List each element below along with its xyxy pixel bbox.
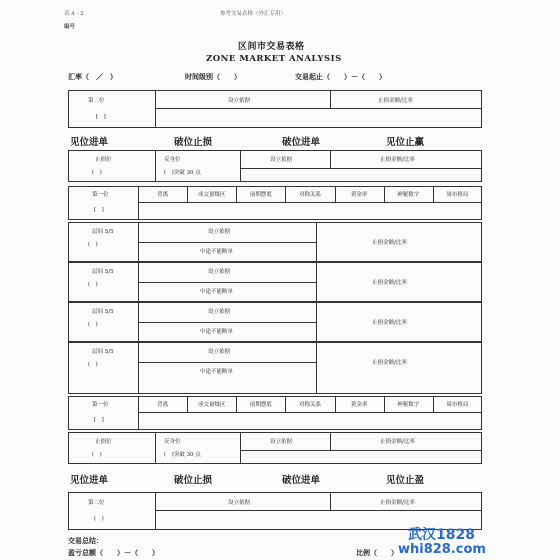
break-tp-1: 破位止损 [174, 137, 213, 148]
indicator-column-4: 黄金率 [350, 192, 368, 198]
setup-label: 设立依据 [228, 98, 251, 104]
zone-setup-1: 设立依据 [208, 269, 231, 275]
watermark-line1: 武汉1828 [408, 527, 475, 543]
indicator-column-5: 神秘数字 [397, 192, 420, 198]
form-header-title: 参考交易表格（外汇专用） [220, 11, 287, 17]
title-en: ZONE MARKET ANALYSIS [206, 54, 342, 64]
zone-tp-3: 止损金额/比率 [372, 360, 407, 366]
number-label: 编号 [64, 24, 76, 30]
second-pos-label: 第二位 [88, 98, 105, 104]
page-label: 表 4 - 2 [64, 11, 84, 17]
indicator-column-3: 对称关系 [298, 402, 321, 408]
final-pos-2: 见位止盈 [386, 475, 425, 486]
see-pos-in-2: 见位进单 [70, 475, 109, 486]
zone-no-break-3: 中途不能断单 [200, 369, 234, 375]
tp-ratio-label: 止损金额/比率 [378, 98, 413, 104]
summary-label: 交易总结： [68, 536, 103, 545]
indicator-column-6: 周市格局 [446, 192, 469, 198]
first-pos-label: 第一位 [92, 192, 109, 198]
see-pos-in-1: 见位进单 [70, 137, 109, 148]
title-cn: 区间市交易表格 [238, 42, 305, 52]
indicator-column-2: 前期摆底 [249, 192, 272, 198]
zone-no-break-1: 中途不能断单 [200, 289, 234, 295]
break-in-1: 破位进单 [282, 137, 321, 148]
zone-no-break-2: 中途不能断单 [200, 329, 234, 335]
rate-summary: 盈亏总额（ ）－（ ） [68, 548, 159, 557]
zone-setup-0: 设立依据 [208, 229, 231, 235]
indicator-column-3: 对称关系 [298, 192, 321, 198]
second-pos-bracket: [ ] [96, 114, 106, 120]
break-in-2: 破位进单 [282, 475, 321, 486]
reverse-pos-label: 反身位 [164, 157, 181, 163]
zone-tp-1: 止损金额/比率 [372, 280, 407, 286]
zone-tp-2: 止损金额/比率 [372, 320, 407, 326]
indicator-column-6: 周市格局 [446, 402, 469, 408]
zone-no-break-0: 中途不能断单 [200, 249, 234, 255]
indicator-column-1: 成交量级区 [197, 402, 226, 408]
zone-label-3: 层间 5/5 [92, 349, 114, 355]
trade-range-field: 交易起止（ ）－（ ） [295, 72, 386, 81]
zone-setup-2: 设立依据 [208, 309, 231, 315]
indicator-column-2: 前期摆底 [249, 402, 272, 408]
indicator-column-0: 背离 [157, 402, 169, 408]
indicator-column-4: 黄金率 [350, 402, 368, 408]
zone-label-0: 层间 5/5 [92, 229, 114, 235]
watermark-line2: whi828.com [398, 542, 486, 557]
zone-label-2: 层间 5/5 [92, 309, 114, 315]
break-30-label: ( )突破 30 点 [164, 170, 201, 176]
stop-pos-label: 止损位 [95, 157, 112, 163]
see-pos-tp-1: 见位止赢 [386, 137, 425, 148]
zone-label-1: 层间 5/5 [92, 269, 114, 275]
second-position-box [68, 90, 482, 128]
indicator-column-1: 成交量级区 [197, 192, 226, 198]
zone-setup-3: 设立依据 [208, 349, 231, 355]
trading-form-page: 表 4 - 2 参考交易表格（外汇专用） 编号 区间市交易表格 ZONE MARKET ANALYSIS 汇率（ ／ ） 时间级别（ ） 交易起止（ ）－（ ） 第二位 [ ] 设立依据 止损金额/比率 见位进单 破位止损 破位进单 见位止赢 止损位 ( ) 反身位 ( )突破 30 点 设立依据 止损金额/比率 第一位 [ ] 背离 成交量级区 前期摆底 对称关系 黄金率 神秘数字 周市格局 层间 5/5 ( ) 设立依据 中途不能断单 止损金额/比率 层间 5/5 ( ) 设立依据 中途不能断单 止损金额/比率 层间 5/5 ( ) 设立依据 中途不能断单 止损金额/比率 层间 5/5 ( ) 设立依据 中途不能断单 止损金额/比率 第一位 [ ] 背离 成交量级区 前期摆底 对称关系 黄金率 神秘数字 周市格局 止损位 ( ) 反身位 ( )突破 30 点 设立依据 止损金额/比率 见位进单 破位止损 破位进单 见位止盈 第二位 ( ) 设立依据 止损金额/比率 交易总结： 盈亏总额（ ）－（ ） 比例（ ） 武汉1828 whi828.com [0, 0, 560, 560]
period-field: 时间级别（ ） [185, 72, 241, 81]
indicator-column-5: 神秘数字 [397, 402, 420, 408]
zone-block-3 [68, 342, 482, 394]
rate-field: 汇率（ ／ ） [68, 72, 117, 81]
indicator-column-0: 背离 [157, 192, 169, 198]
zone-tp-0: 止损金额/比率 [372, 240, 407, 246]
ratio-label: 比例（ ） [356, 548, 398, 557]
break-tp-2: 破位止损 [174, 475, 213, 486]
